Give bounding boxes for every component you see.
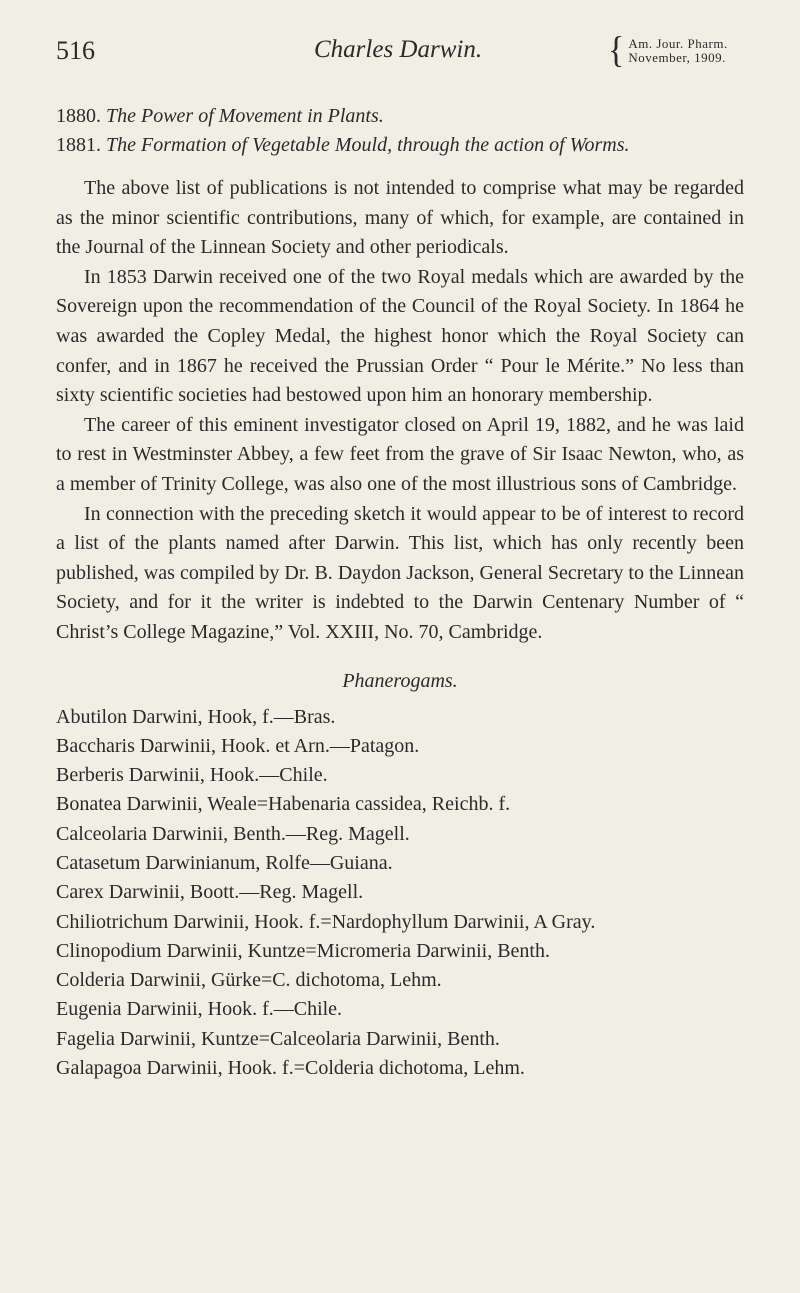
publication-item [56, 131, 744, 160]
journal-reference [608, 30, 728, 71]
body-text [56, 174, 744, 648]
paragraph: The career of this eminent investigator closed on April 19, 1882, and he was laid to rest in Westminster Abbey, a few feet from the grave of Sir Isaac Newton, who, as a member of Trinity College, was also one of the most illustrious sons of Cambridge. [56, 413, 744, 495]
publication-year: 1881. [56, 134, 101, 156]
paragraph: The above list of publications is not intended to comprise what may be regarded as the minor scientific contributions, many of which, for example, are contained in the Journal of the Linnean Society and other periodicals. [56, 177, 744, 259]
publication-item [56, 102, 744, 131]
plant-list [56, 703, 744, 1084]
plant-entry: Carex Darwinii, Boott.—Reg. Magell. [56, 881, 364, 904]
running-title: Charles Darwin. [314, 36, 483, 63]
page-number: 516 [56, 36, 95, 65]
plant-entry: Calceolaria Darwinii, Benth.—Reg. Magell. [56, 822, 410, 845]
publication-title: The Formation of Vegetable Mould, through the action of Worms. [106, 134, 630, 156]
brace-icon: { [608, 30, 625, 71]
plant-entry: Eugenia Darwinii, Hook. f.—Chile. [56, 998, 343, 1021]
plant-entry: Abutilon Darwini, Hook, f.—Bras. [56, 705, 336, 728]
section-heading: Phanerogams. [342, 669, 458, 692]
journal-date: November, 1909. [628, 50, 726, 65]
publication-year: 1880. [56, 105, 101, 127]
plant-entry: Berberis Darwinii, Hook.—Chile. [56, 764, 328, 787]
plant-entry: Galapagoa Darwinii, Hook. f.=Colderia dichotoma, Lehm. [56, 1057, 525, 1080]
plant-entry: Baccharis Darwinii, Hook. et Arn.—Patagon. [56, 734, 420, 757]
plant-entry: Chiliotrichum Darwinii, Hook. f.=Nardophyllum Darwinii, A Gray. [56, 910, 596, 933]
page-header [56, 30, 744, 76]
plant-entry: Catasetum Darwinianum, Rolfe—Guiana. [56, 851, 393, 874]
publication-list [56, 102, 744, 160]
journal-name: Am. Jour. Pharm. [628, 36, 728, 51]
plant-entry: Clinopodium Darwinii, Kuntze=Micromeria Darwinii, Benth. [56, 939, 550, 962]
paragraph: In connection with the preceding sketch it would appear to be of interest to record a list of the plants named after Darwin. This list, which has only recently been published, was compiled by Dr. B. Daydon Jackson, General Secretary to the Linnean Society, and for it the writer is indebted to the Darwin Centenary Number of “ Christ’s College Magazine,” Vol. XXIII, No. 70, Cambridge. [56, 502, 744, 643]
publication-title: The Power of Movement in Plants. [106, 105, 384, 127]
paragraph: In 1853 Darwin received one of the two Royal medals which are awarded by the Sovereign upon the recommendation of the Council of the Royal Society. In 1864 he was awarded the Copley Medal, the highest honor which the Royal Society can confer, and in 1867 he received the Prussian Order “ Pour le Mérite.” No less than sixty scientific societies had bestowed upon him an honorary membership. [56, 265, 744, 407]
plant-entry: Bonatea Darwinii, Weale=Habenaria cassidea, Reichb. f. [56, 793, 511, 816]
plant-entry: Fagelia Darwinii, Kuntze=Calceolaria Darwinii, Benth. [56, 1027, 500, 1050]
plant-entry: Colderia Darwinii, Gürke=C. dichotoma, Lehm. [56, 969, 442, 992]
